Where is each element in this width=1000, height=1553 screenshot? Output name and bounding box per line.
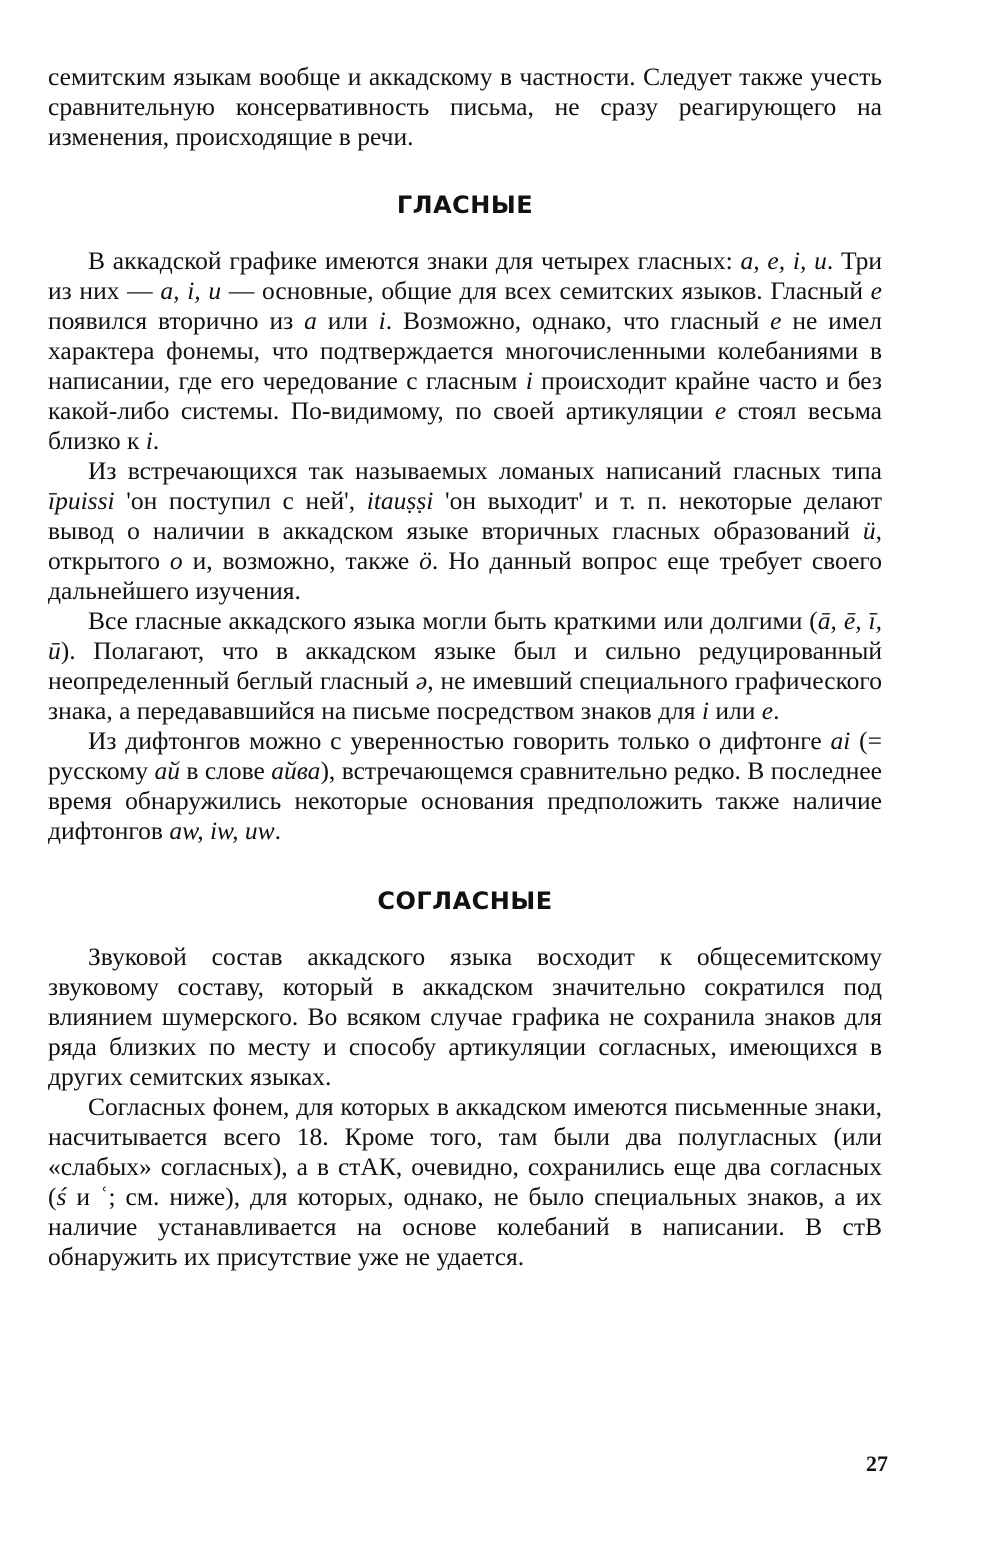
paragraph-vowel-length: Все гласные аккадского языка могли быть краткими или долгими (ā, ē, ī, ū). Полагают, что в аккадском языке был и сильно редуцированный неопределенный беглый гласный ə, не имевший специального графического знака, а передававшийся на письме посредством знаков для i или e.: [48, 606, 882, 725]
paragraph-consonant-phonemes: Согласных фонем, для которых в аккадском имеются письменные знаки, насчитывается всего 18. Кроме того, там были два полугласных (или «слабых» согласных), а в стАК, очевидно, сохранились еще два согласных (ś и ʿ; см. ниже), для которых, однако, не было специальных знаков, а их наличие устанавливается на основе колебаний в написании. В стВ обнаружить их присутствие уже не удается.: [48, 1092, 882, 1271]
paragraph-diphthongs: Из дифтонгов можно с уверенностью говорить только о дифтонге ai (= русскому ай в слове айва), встречающемся сравнительно редко. В последнее время обнаружились некоторые основания предположить также наличие дифтонгов aw, iw, uw.: [48, 726, 883, 845]
paragraph-broken-spellings: Из встречающихся так называемых ломаных написаний гласных типа īpuissi 'он поступил с ней', itauṣṣi 'он выходит' и т. п. некоторые делают вывод о наличии в аккадском языке вторичных гласных образований ü, открытого o и, возможно, также ö. Но данный вопрос еще требует своего дальнейшего изучения.: [48, 456, 882, 605]
section-heading-vowels: ГЛАСНЫЕ: [396, 191, 534, 219]
paragraph-consonants-intro: Звуковой состав аккадского языка восходит к общесемитскому звуковому составу, который в аккадском значительно сократился под влиянием шумерского. Во всяком случае графика не сохранила знаков для ряда близких по месту и способу артикуляции согласных, имеющихся в других семитских языках.: [48, 942, 882, 1091]
paragraph-continuation: семитским языкам вообще и аккадскому в частности. Следует также учесть сравнительную консервативность письма, не сразу реагирующего на изменения, происходящие в речи.: [48, 62, 882, 151]
paragraph-vowels-intro: В аккадской графике имеются знаки для четырех гласных: a, e, i, u. Три из них — a, i, u — основные, общие для всех семитских языков. Гласный e появился вторично из a или i. Возможно, однако, что гласный e не имел характера фонемы, что подтверждается многочисленными колебаниями в написании, где его чередование с гласным i происходит крайне часто и без какой-либо системы. По-видимому, по своей артикуляции e стоял весьма близко к i.: [48, 246, 883, 455]
page-number: 27: [866, 1451, 888, 1476]
section-heading-consonants: СОГЛАСНЫЕ: [377, 887, 553, 915]
